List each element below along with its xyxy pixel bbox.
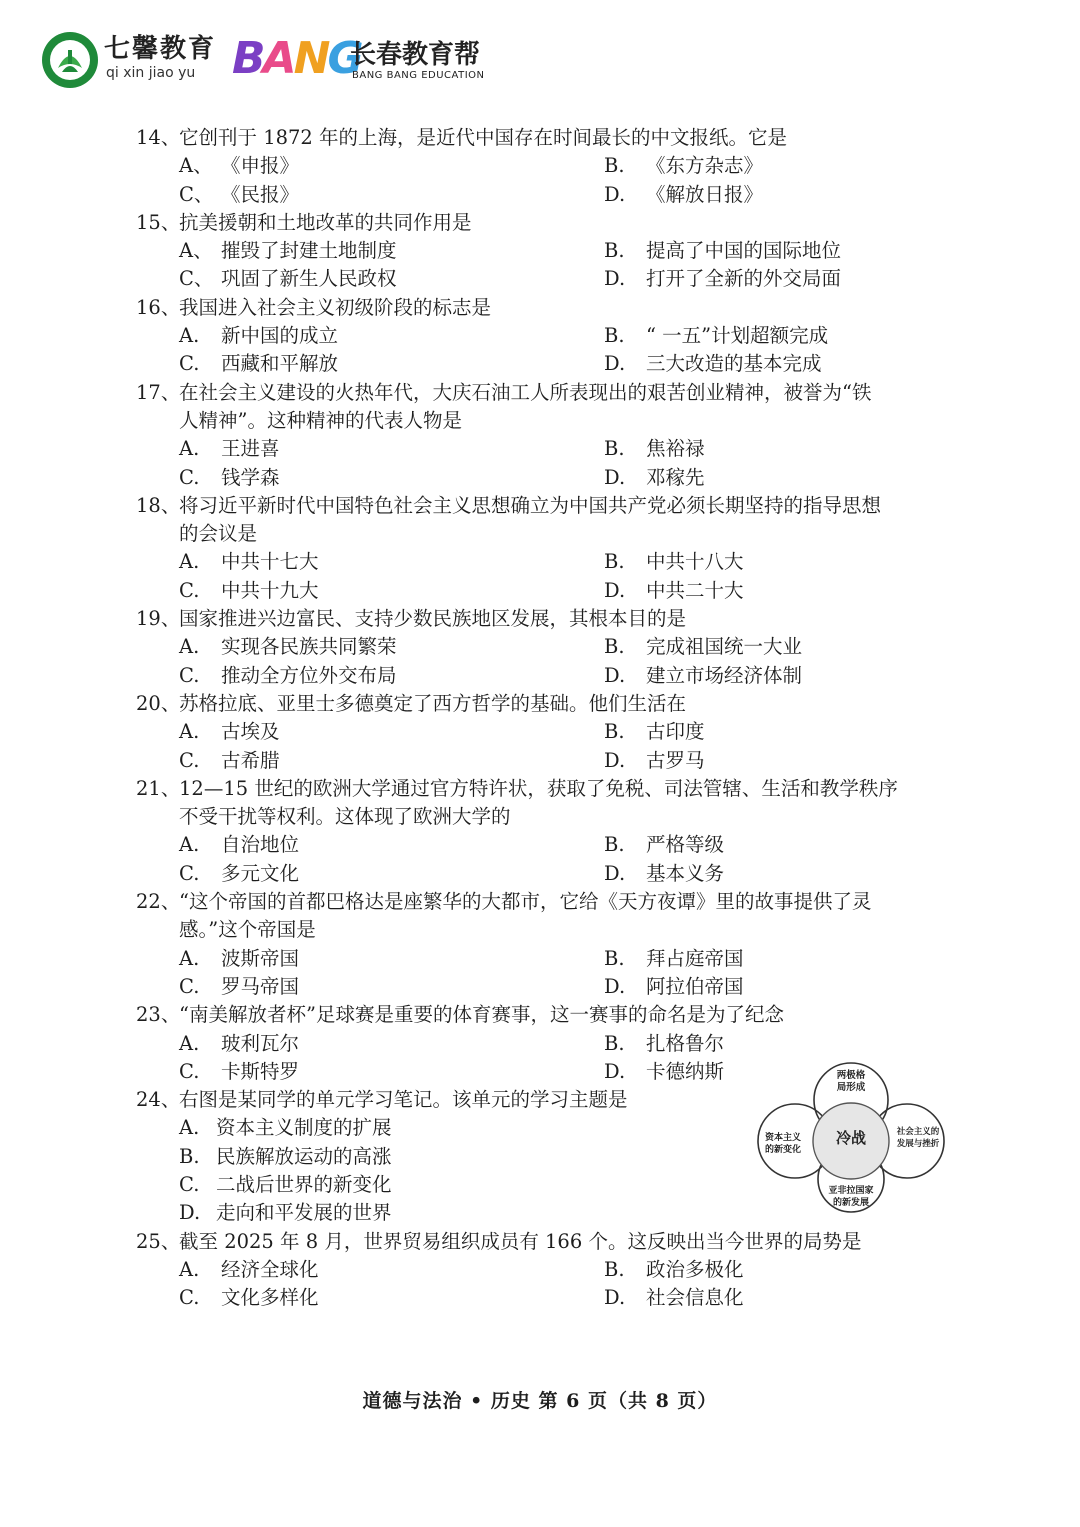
question-text: 将习近平新时代中国特色社会主义思想确立为中国共产党必须长期坚持的指导思想 [179,493,882,517]
option-label: B. [604,635,625,659]
options [136,237,956,294]
option-text: 完成祖国统一大业 [646,635,803,659]
option-row [136,322,956,350]
option-text: 阿拉伯帝国 [646,974,744,998]
question-text: 在社会主义建设的火热年代，大庆石油工人所表现出的艰苦创业精神，被誉为“铁 [179,380,872,404]
question-number: 17、 [136,380,181,404]
answer-option[interactable] [604,237,841,265]
header [40,30,640,90]
question-stem [136,605,956,633]
option-text: 打开了全新的外交局面 [646,267,842,291]
answer-option[interactable] [604,860,724,888]
option-label: A. [179,635,200,659]
option-row [136,152,956,180]
option-label: D. [604,267,626,291]
options [136,718,956,775]
answer-option[interactable] [179,1058,299,1086]
answer-option[interactable] [604,945,744,973]
question-stem [136,690,956,718]
option-label: D. [604,1286,626,1310]
answer-option[interactable] [179,747,280,775]
option-label: B. [604,239,625,263]
option-text: 古希腊 [221,748,280,772]
option-row [136,237,956,265]
option-text: 实现各民族共同繁荣 [221,635,397,659]
answer-option[interactable] [179,350,338,378]
answer-option[interactable] [179,1199,392,1227]
diagram-left-label-1: 资本主义 [764,1133,802,1143]
option-label: A. [179,946,200,970]
option-text: 基本义务 [646,861,725,885]
options [136,945,956,1002]
answer-option[interactable] [179,548,319,576]
option-label: A. [179,437,200,461]
question-number: 15、 [136,210,181,234]
option-text: 严格等级 [646,833,725,857]
option-row [136,464,956,492]
answer-option[interactable] [179,265,397,293]
option-text: 古罗马 [646,748,705,772]
option-label: D. [604,748,626,772]
question [136,775,956,888]
option-label: C. [179,465,200,489]
option-row [136,662,956,690]
question-text-continued: 不受干扰等权利。这体现了欧洲大学的 [179,805,511,829]
option-text: 钱学森 [221,465,280,489]
question [136,605,956,690]
bangbang-brand [350,40,485,82]
option-label: C. [179,1172,200,1196]
option-row [136,265,956,293]
option-row [136,435,956,463]
option-label: A. [179,833,200,857]
option-label: A. [179,720,200,744]
question [136,209,956,294]
option-label: D. [604,974,626,998]
answer-option[interactable] [604,718,705,746]
question-number: 19、 [136,607,181,631]
option-text: 中共十八大 [646,550,744,574]
option-text: 《解放日报》 [646,182,764,206]
question-number: 23、 [136,1003,181,1027]
question-text: 截至 2025 年 8 月，世界贸易组织成员有 166 个。这反映出当今世界的局势是 [179,1229,862,1253]
option-text: 推动全方位外交布局 [221,663,397,687]
option-text: 《申报》 [221,154,300,178]
question-stem [136,294,956,322]
option-row [136,860,956,888]
diagram-bottom-label-1: 亚非拉国家 [828,1186,874,1196]
option-label: D. [604,1059,626,1083]
option-label: C. [179,748,200,772]
answer-option[interactable] [604,633,802,661]
diagram-right-label-1: 社会主义的 [896,1127,940,1137]
option-text: 政治多极化 [646,1257,744,1281]
question-stem [136,1228,956,1256]
option-label: A. [179,1116,200,1140]
qixin-brand [104,34,216,82]
diagram-left-label-2: 的新变化 [764,1145,802,1155]
option-text: 古印度 [646,720,705,744]
answer-option[interactable] [179,152,299,180]
option-label: B. [604,946,625,970]
answer-option[interactable] [179,181,299,209]
diagram-top-label-2: 局形成 [836,1082,866,1093]
options [136,435,956,492]
unit-notes-diagram [756,1062,948,1214]
option-label: B. [604,550,625,574]
answer-option[interactable] [604,831,724,859]
answer-option[interactable] [604,464,705,492]
option-label: C. [179,974,200,998]
question-text: 抗美援朝和土地改革的共同作用是 [179,210,472,234]
question [136,888,956,1001]
option-label: A. [179,324,200,348]
options [136,322,956,379]
option-row [136,633,956,661]
question-number: 21、 [136,776,181,800]
option-row [136,718,956,746]
options [136,633,956,690]
option-label: A. [179,550,200,574]
option-text: 巩固了新生人民政权 [221,267,397,291]
question-stem [136,209,956,237]
option-text: 民族解放运动的高涨 [216,1144,392,1168]
option-text: 《东方杂志》 [646,154,764,178]
question-number: 18、 [136,493,181,517]
qixin-logo-icon [40,30,100,90]
option-row [136,747,956,775]
option-label: B. [604,1031,625,1055]
question-text-continued: 感。”这个帝国是 [179,918,316,942]
question-number: 25、 [136,1229,181,1253]
option-text: 二战后世界的新变化 [216,1172,392,1196]
question [136,124,956,209]
question-number: 24、 [136,1088,181,1112]
answer-option[interactable] [179,633,397,661]
question-stem [136,888,956,916]
answer-option[interactable] [179,577,319,605]
bangbang-brand-cn: 长春教育帮 [350,40,481,70]
option-row [136,350,956,378]
question-stem [136,124,956,152]
qixin-brand-pinyin: qi xin jiao yu [106,65,196,81]
answer-option[interactable] [179,1143,392,1171]
answer-option[interactable] [604,1284,744,1312]
question-text-continued: 人精神”。这种精神的代表人物是 [179,408,462,432]
option-text: 卡德纳斯 [646,1059,725,1083]
options [136,831,956,888]
diagram-top-label-1: 两极格 [836,1070,866,1081]
answer-option[interactable] [604,435,705,463]
answer-option[interactable] [179,237,397,265]
option-row [136,1030,956,1058]
question-text: “这个帝国的首都巴格达是座繁华的大都市，它给《天方夜谭》里的故事提供了灵 [179,890,872,914]
option-text: “ 一五”计划超额完成 [646,324,829,348]
option-label: B. [604,154,625,178]
diagram-right-label-2: 发展与挫折 [896,1139,940,1149]
option-label: C、 [179,267,214,291]
question-text: 国家推进兴边富民、支持少数民族地区发展，其根本目的是 [179,607,687,631]
question-text-continued: 的会议是 [179,522,258,546]
question [136,690,956,775]
option-label: C. [179,578,200,602]
options [136,1256,956,1313]
option-label: D. [604,663,626,687]
question-number: 22、 [136,890,181,914]
option-row [136,945,956,973]
option-label: D. [604,861,626,885]
answer-option[interactable] [179,973,299,1001]
answer-option[interactable] [179,464,280,492]
option-text: 古埃及 [221,720,280,744]
answer-option[interactable] [179,1171,392,1199]
answer-option[interactable] [179,860,299,888]
question-stem [136,492,956,520]
answer-option[interactable] [604,548,744,576]
option-label: B. [604,324,625,348]
option-label: A. [179,1031,200,1055]
option-row [136,831,956,859]
answer-option[interactable] [179,1030,299,1058]
option-text: 中共十七大 [221,550,319,574]
question-text: 苏格拉底、亚里士多德奠定了西方哲学的基础。他们生活在 [179,691,687,715]
option-label: C. [179,861,200,885]
answer-option[interactable] [604,152,763,180]
answer-option[interactable] [604,350,822,378]
answer-option[interactable] [179,1114,392,1142]
option-label: D. [604,182,626,206]
answer-option[interactable] [179,831,299,859]
option-text: 焦裕禄 [646,437,705,461]
option-label: A、 [179,239,213,263]
option-text: 卡斯特罗 [221,1059,300,1083]
option-label: B. [604,1257,625,1281]
question-text: 我国进入社会主义初级阶段的标志是 [179,295,492,319]
option-text: 新中国的成立 [221,324,339,348]
option-text: 扎格鲁尔 [646,1031,725,1055]
question-stem [136,1001,956,1029]
options [136,548,956,605]
answer-option[interactable] [179,945,299,973]
qixin-brand-cn: 七馨教育 [104,34,217,64]
option-label: D. [604,352,626,376]
question-stem [136,379,956,407]
page-footer: 道德与法治 • 历史 第 6 页（共 8 页） [362,1390,718,1412]
option-text: 提高了中国的国际地位 [646,239,842,263]
option-row [136,181,956,209]
option-label: D. [604,465,626,489]
option-text: 中共十九大 [221,578,319,602]
option-label: C. [179,352,200,376]
question-number: 20、 [136,691,181,715]
answer-option[interactable] [604,973,744,1001]
option-text: 三大改造的基本完成 [646,352,822,376]
option-label: A. [179,1257,200,1281]
question-text: 12—15 世纪的欧洲大学通过官方特许状，获取了免税、司法管辖、生活和教学秩序 [179,776,898,800]
answer-option[interactable] [179,1256,319,1284]
option-text: 经济全球化 [221,1257,319,1281]
option-text: 邓稼先 [646,465,705,489]
question [136,379,956,492]
option-label: B. [604,720,625,744]
bang-logo: BANG [232,33,361,84]
option-label: C. [179,663,200,687]
option-label: D. [179,1201,201,1225]
option-text: 文化多样化 [221,1286,319,1310]
option-text: 拜占庭帝国 [646,946,744,970]
diagram-center-label: 冷战 [835,1129,867,1147]
answer-option[interactable] [604,181,763,209]
question-text: 右图是某同学的单元学习笔记。该单元的学习主题是 [179,1088,628,1112]
answer-option[interactable] [604,322,828,350]
question [136,294,956,379]
answer-option[interactable] [604,1030,724,1058]
answer-option[interactable] [179,718,280,746]
option-text: 摧毁了封建土地制度 [221,239,397,263]
question-text: 它创刊于 1872 年的上海，是近代中国存在时间最长的中文报纸。它是 [179,126,788,149]
options [136,152,956,209]
option-text: 社会信息化 [646,1286,744,1310]
answer-option[interactable] [604,577,744,605]
question-text: “南美解放者杯”足球赛是重要的体育赛事，这一赛事的命名是为了纪念 [179,1003,784,1027]
option-text: 《民报》 [221,182,300,206]
option-row [136,1256,956,1284]
question-stem [136,775,956,803]
question [136,492,956,605]
option-text: 多元文化 [221,861,300,885]
diagram-bottom-label-2: 的新发展 [832,1198,870,1208]
option-text: 西藏和平解放 [221,352,339,376]
option-text: 罗马帝国 [221,974,300,998]
option-label: B. [604,833,625,857]
question-number: 16、 [136,295,181,319]
option-text: 走向和平发展的世界 [216,1201,392,1225]
option-row [136,973,956,1001]
question-number: 14、 [136,126,181,149]
option-label: C. [179,1059,200,1083]
answer-option[interactable] [604,662,802,690]
option-text: 建立市场经济体制 [646,663,803,687]
option-text: 王进喜 [221,437,280,461]
option-label: C、 [179,182,214,206]
answer-option[interactable] [179,435,280,463]
option-text: 自治地位 [221,833,300,857]
answer-option[interactable] [604,747,705,775]
bangbang-brand-en: BANG BANG EDUCATION [352,70,485,81]
answer-option[interactable] [179,662,397,690]
option-text: 中共二十大 [646,578,744,602]
option-label: B. [604,437,625,461]
option-label: D. [604,578,626,602]
option-label: B. [179,1144,200,1168]
option-text: 波斯帝国 [221,946,300,970]
answer-option[interactable] [604,1256,744,1284]
option-row [136,577,956,605]
answer-option[interactable] [179,322,338,350]
answer-option[interactable] [179,1284,319,1312]
option-label: C. [179,1286,200,1310]
question [136,1228,956,1313]
option-row [136,1284,956,1312]
option-label: A、 [179,154,213,178]
option-row [136,548,956,576]
option-text: 玻利瓦尔 [221,1031,300,1055]
answer-option[interactable] [604,1058,724,1086]
answer-option[interactable] [604,265,841,293]
option-text: 资本主义制度的扩展 [216,1116,392,1140]
